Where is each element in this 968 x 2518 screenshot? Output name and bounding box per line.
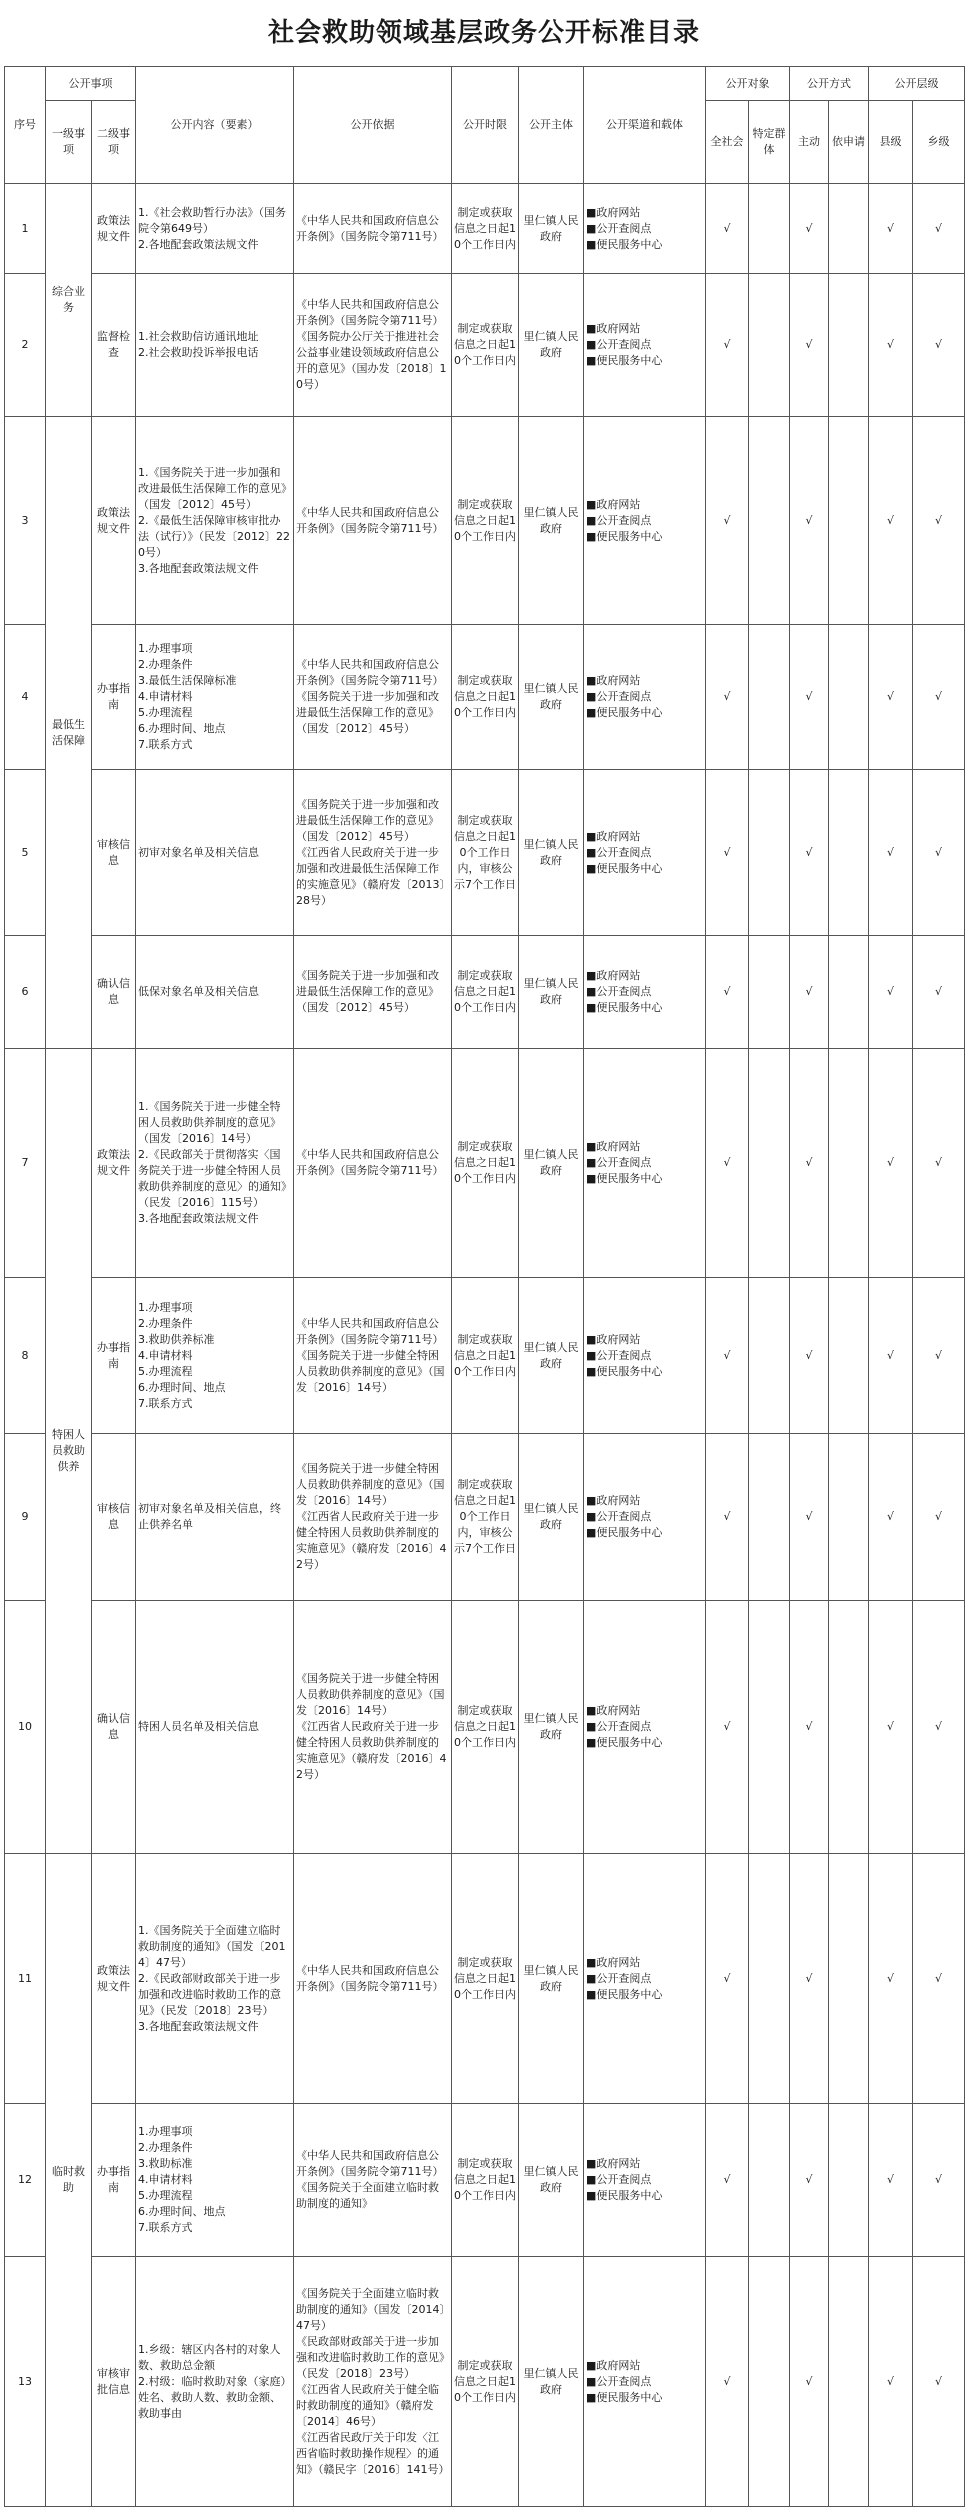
cell-target-specific	[749, 1049, 790, 1278]
cell-level2: 审核审批信息	[92, 2257, 136, 2507]
cell-layer-town: √	[913, 1854, 965, 2104]
cell-subject: 里仁镇人民政府	[519, 2104, 584, 2257]
cell-level2: 政策法规文件	[92, 417, 136, 625]
cell-method-request	[829, 1601, 869, 1854]
table-row	[5, 1049, 965, 1278]
cell-content: 1.《国务院关于进一步加强和改进最低生活保障工作的意见》（国发〔2012〕45号） 2.《最低生活保障审核审批办法（试行）》（民发〔2012〕220号） 3.各地配套政策法规文件	[136, 417, 294, 625]
cell-layer-town: √	[913, 625, 965, 770]
table-row	[5, 274, 965, 417]
cell-subject: 里仁镇人民政府	[519, 2257, 584, 2507]
header-content: 公开内容（要素）	[136, 67, 294, 184]
cell-method-request	[829, 625, 869, 770]
cell-method-active: √	[790, 184, 829, 274]
cell-layer-town: √	[913, 2257, 965, 2507]
cell-deadline: 制定或获取信息之日起10个工作日内	[452, 2104, 519, 2257]
cell-method-request	[829, 1434, 869, 1601]
cell-method-active: √	[790, 770, 829, 936]
cell-seq: 7	[5, 1049, 46, 1278]
cell-content: 初审对象名单及相关信息，终止供养名单	[136, 1434, 294, 1601]
cell-channel: ■政府网站 ■公开查阅点 ■便民服务中心	[584, 2257, 706, 2507]
header-target-specific: 特定群体	[749, 101, 790, 184]
header-seq: 序号	[5, 67, 46, 184]
cell-layer-town: √	[913, 1049, 965, 1278]
cell-basis: 《中华人民共和国政府信息公开条例》（国务院令第711号）	[294, 1049, 452, 1278]
cell-target-all: √	[706, 2104, 749, 2257]
cell-seq: 13	[5, 2257, 46, 2507]
cell-subject: 里仁镇人民政府	[519, 936, 584, 1049]
cell-method-active: √	[790, 625, 829, 770]
cell-method-request	[829, 274, 869, 417]
cell-method-request	[829, 2257, 869, 2507]
cell-level2: 审核信息	[92, 770, 136, 936]
cell-layer-county: √	[869, 417, 913, 625]
cell-basis: 《国务院关于进一步加强和改进最低生活保障工作的意见》（国发〔2012〕45号） 《江西省人民政府关于进一步加强和改进最低生活保障工作的实施意见》（赣府发〔2013〕28号）	[294, 770, 452, 936]
cell-method-request	[829, 1854, 869, 2104]
cell-subject: 里仁镇人民政府	[519, 1434, 584, 1601]
cell-layer-county: √	[869, 1049, 913, 1278]
cell-target-all: √	[706, 274, 749, 417]
cell-method-active: √	[790, 274, 829, 417]
cell-layer-county: √	[869, 2104, 913, 2257]
cell-target-specific	[749, 936, 790, 1049]
cell-method-request	[829, 1049, 869, 1278]
cell-level2: 审核信息	[92, 1434, 136, 1601]
cell-level2: 办事指南	[92, 625, 136, 770]
cell-deadline: 制定或获取信息之日起10个工作日内	[452, 417, 519, 625]
header-target-all: 全社会	[706, 101, 749, 184]
header-layer-county: 县级	[869, 101, 913, 184]
table-row	[5, 184, 965, 274]
cell-layer-town: √	[913, 274, 965, 417]
cell-target-specific	[749, 2257, 790, 2507]
cell-channel: ■政府网站 ■公开查阅点 ■便民服务中心	[584, 1854, 706, 2104]
cell-level2: 办事指南	[92, 1278, 136, 1434]
cell-target-specific	[749, 625, 790, 770]
header-target: 公开对象	[706, 67, 790, 101]
cell-layer-town: √	[913, 936, 965, 1049]
cell-target-all: √	[706, 936, 749, 1049]
header-matters: 公开事项	[46, 67, 136, 101]
cell-channel: ■政府网站 ■公开查阅点 ■便民服务中心	[584, 1278, 706, 1434]
cell-layer-town: √	[913, 184, 965, 274]
cell-deadline: 制定或获取信息之日起10个工作日内	[452, 1278, 519, 1434]
cell-target-all: √	[706, 2257, 749, 2507]
cell-basis: 《国务院关于进一步健全特困人员救助供养制度的意见》（国发〔2016〕14号） 《江西省人民政府关于进一步健全特困人员救助供养制度的实施意见》（赣府发〔2016〕42号）	[294, 1434, 452, 1601]
cell-subject: 里仁镇人民政府	[519, 1854, 584, 2104]
cell-level2: 监督检查	[92, 274, 136, 417]
cell-target-specific	[749, 274, 790, 417]
header-layer-town: 乡级	[913, 101, 965, 184]
cell-seq: 10	[5, 1601, 46, 1854]
cell-seq: 3	[5, 417, 46, 625]
cell-basis: 《中华人民共和国政府信息公开条例》（国务院令第711号） 《国务院办公厅关于推进社会公益事业建设领域政府信息公开的意见》（国办发〔2018〕10号）	[294, 274, 452, 417]
cell-channel: ■政府网站 ■公开查阅点 ■便民服务中心	[584, 2104, 706, 2257]
cell-seq: 12	[5, 2104, 46, 2257]
cell-layer-county: √	[869, 1434, 913, 1601]
cell-basis: 《国务院关于进一步加强和改进最低生活保障工作的意见》（国发〔2012〕45号）	[294, 936, 452, 1049]
cell-method-active: √	[790, 1601, 829, 1854]
cell-layer-county: √	[869, 936, 913, 1049]
cell-layer-county: √	[869, 625, 913, 770]
cell-method-active: √	[790, 417, 829, 625]
cell-subject: 里仁镇人民政府	[519, 1601, 584, 1854]
cell-basis: 《中华人民共和国政府信息公开条例》（国务院令第711号）	[294, 417, 452, 625]
header-channel: 公开渠道和载体	[584, 67, 706, 184]
header-deadline: 公开时限	[452, 67, 519, 184]
table-row	[5, 2104, 965, 2257]
cell-basis: 《国务院关于进一步健全特困人员救助供养制度的意见》（国发〔2016〕14号） 《江西省人民政府关于进一步健全特困人员救助供养制度的实施意见》（赣府发〔2016〕42号）	[294, 1601, 452, 1854]
cell-seq: 5	[5, 770, 46, 936]
cell-content: 1.《国务院关于进一步健全特困人员救助供养制度的意见》（国发〔2016〕14号） 2.《民政部关于贯彻落实〈国务院关于进一步健全特困人员救助供养制度的意见〉的通知》（民发〔2016〕115号） 3.各地配套政策法规文件	[136, 1049, 294, 1278]
group-label: 临时救助	[46, 1854, 92, 2507]
cell-method-active: √	[790, 936, 829, 1049]
cell-channel: ■政府网站 ■公开查阅点 ■便民服务中心	[584, 184, 706, 274]
header-layer: 公开层级	[869, 67, 965, 101]
cell-deadline: 制定或获取信息之日起10个工作日内，审核公示7个工作日	[452, 770, 519, 936]
cell-target-all: √	[706, 1278, 749, 1434]
cell-seq: 6	[5, 936, 46, 1049]
group-label: 最低生活保障	[46, 417, 92, 1049]
cell-target-specific	[749, 1434, 790, 1601]
cell-channel: ■政府网站 ■公开查阅点 ■便民服务中心	[584, 1601, 706, 1854]
cell-layer-town: √	[913, 1601, 965, 1854]
cell-target-all: √	[706, 1854, 749, 2104]
cell-content: 1.办理事项 2.办理条件 3.救助供养标准 4.申请材料 5.办理流程 6.办理时间、地点 7.联系方式	[136, 1278, 294, 1434]
cell-target-all: √	[706, 1601, 749, 1854]
cell-method-active: √	[790, 1854, 829, 2104]
cell-deadline: 制定或获取信息之日起10个工作日内	[452, 2257, 519, 2507]
cell-target-specific	[749, 1601, 790, 1854]
group-label: 特困人员救助供养	[46, 1049, 92, 1854]
cell-seq: 4	[5, 625, 46, 770]
cell-seq: 11	[5, 1854, 46, 2104]
cell-seq: 1	[5, 184, 46, 274]
cell-channel: ■政府网站 ■公开查阅点 ■便民服务中心	[584, 1434, 706, 1601]
header-method-request: 依申请	[829, 101, 869, 184]
cell-target-specific	[749, 2104, 790, 2257]
cell-seq: 2	[5, 274, 46, 417]
cell-target-all: √	[706, 1434, 749, 1601]
cell-level2: 办事指南	[92, 2104, 136, 2257]
table-row	[5, 936, 965, 1049]
cell-deadline: 制定或获取信息之日起10个工作日内	[452, 274, 519, 417]
header-method: 公开方式	[790, 67, 869, 101]
table-row	[5, 1434, 965, 1601]
cell-layer-county: √	[869, 1854, 913, 2104]
table-row	[5, 1854, 965, 2104]
cell-target-specific	[749, 417, 790, 625]
cell-target-all: √	[706, 1049, 749, 1278]
cell-method-active: √	[790, 2257, 829, 2507]
cell-content: 特困人员名单及相关信息	[136, 1601, 294, 1854]
cell-layer-town: √	[913, 417, 965, 625]
cell-layer-town: √	[913, 2104, 965, 2257]
cell-subject: 里仁镇人民政府	[519, 1049, 584, 1278]
cell-layer-county: √	[869, 2257, 913, 2507]
cell-layer-town: √	[913, 1278, 965, 1434]
cell-level2: 政策法规文件	[92, 1049, 136, 1278]
cell-basis: 《中华人民共和国政府信息公开条例》（国务院令第711号） 《国务院关于全面建立临时救助制度的通知》	[294, 2104, 452, 2257]
cell-target-specific	[749, 1278, 790, 1434]
cell-layer-county: √	[869, 184, 913, 274]
cell-basis: 《国务院关于全面建立临时救助制度的通知》（国发〔2014〕47号） 《民政部财政部关于进一步加强和改进临时救助工作的意见》（民发〔2018〕23号） 《江西省人民政府关于健全临时救助制度的通知》（赣府发〔2014〕46号） 《江西省民政厅关于印发〈江西省临时救助操作规程〉的通知》（赣民字〔2016〕141号）	[294, 2257, 452, 2507]
cell-content: 1.《社会救助暂行办法》（国务院令第649号） 2.各地配套政策法规文件	[136, 184, 294, 274]
cell-subject: 里仁镇人民政府	[519, 1278, 584, 1434]
cell-subject: 里仁镇人民政府	[519, 184, 584, 274]
cell-content: 初审对象名单及相关信息	[136, 770, 294, 936]
cell-level2: 政策法规文件	[92, 184, 136, 274]
cell-channel: ■政府网站 ■公开查阅点 ■便民服务中心	[584, 936, 706, 1049]
table-row	[5, 1601, 965, 1854]
cell-target-all: √	[706, 417, 749, 625]
cell-method-active: √	[790, 1049, 829, 1278]
cell-seq: 9	[5, 1434, 46, 1601]
cell-method-active: √	[790, 2104, 829, 2257]
cell-target-specific	[749, 184, 790, 274]
cell-deadline: 制定或获取信息之日起10个工作日内	[452, 1601, 519, 1854]
header-level2: 二级事项	[92, 101, 136, 184]
cell-subject: 里仁镇人民政府	[519, 625, 584, 770]
group-label: 综合业务	[46, 184, 92, 417]
cell-target-specific	[749, 1854, 790, 2104]
header-level1: 一级事项	[46, 101, 92, 184]
table-row	[5, 1278, 965, 1434]
cell-content: 低保对象名单及相关信息	[136, 936, 294, 1049]
cell-level2: 政策法规文件	[92, 1854, 136, 2104]
cell-layer-county: √	[869, 1601, 913, 1854]
cell-method-request	[829, 1278, 869, 1434]
table-row	[5, 625, 965, 770]
cell-layer-town: √	[913, 1434, 965, 1601]
cell-method-active: √	[790, 1278, 829, 1434]
disclosure-table	[4, 66, 965, 2507]
header-basis: 公开依据	[294, 67, 452, 184]
cell-content: 1.乡级：辖区内各村的对象人数、救助总金额 2.村级：临时救助对象（家庭）姓名、救助人数、救助金额、救助事由	[136, 2257, 294, 2507]
cell-layer-town: √	[913, 770, 965, 936]
cell-deadline: 制定或获取信息之日起10个工作日内	[452, 936, 519, 1049]
cell-level2: 确认信息	[92, 936, 136, 1049]
cell-level2: 确认信息	[92, 1601, 136, 1854]
cell-basis: 《中华人民共和国政府信息公开条例》（国务院令第711号）	[294, 184, 452, 274]
cell-method-request	[829, 2104, 869, 2257]
cell-deadline: 制定或获取信息之日起10个工作日内，审核公示7个工作日	[452, 1434, 519, 1601]
cell-deadline: 制定或获取信息之日起10个工作日内	[452, 625, 519, 770]
cell-method-request	[829, 936, 869, 1049]
cell-method-active: √	[790, 1434, 829, 1601]
table-row	[5, 2257, 965, 2507]
cell-deadline: 制定或获取信息之日起10个工作日内	[452, 184, 519, 274]
cell-basis: 《中华人民共和国政府信息公开条例》（国务院令第711号） 《国务院关于进一步健全特困人员救助供养制度的意见》（国发〔2016〕14号）	[294, 1278, 452, 1434]
table-row	[5, 417, 965, 625]
cell-content: 1.《国务院关于全面建立临时救助制度的通知》（国发〔2014〕47号） 2.《民政部财政部关于进一步加强和改进临时救助工作的意见》（民发〔2018〕23号） 3.各地配套政策法规文件	[136, 1854, 294, 2104]
cell-basis: 《中华人民共和国政府信息公开条例》（国务院令第711号） 《国务院关于进一步加强和改进最低生活保障工作的意见》（国发〔2012〕45号）	[294, 625, 452, 770]
cell-deadline: 制定或获取信息之日起10个工作日内	[452, 1049, 519, 1278]
cell-channel: ■政府网站 ■公开查阅点 ■便民服务中心	[584, 274, 706, 417]
cell-channel: ■政府网站 ■公开查阅点 ■便民服务中心	[584, 1049, 706, 1278]
cell-seq: 8	[5, 1278, 46, 1434]
cell-content: 1.办理事项 2.办理条件 3.最低生活保障标准 4.申请材料 5.办理流程 6.办理时间、地点 7.联系方式	[136, 625, 294, 770]
cell-channel: ■政府网站 ■公开查阅点 ■便民服务中心	[584, 625, 706, 770]
cell-layer-county: √	[869, 274, 913, 417]
cell-subject: 里仁镇人民政府	[519, 274, 584, 417]
cell-layer-county: √	[869, 1278, 913, 1434]
header-subject: 公开主体	[519, 67, 584, 184]
cell-subject: 里仁镇人民政府	[519, 770, 584, 936]
cell-target-all: √	[706, 770, 749, 936]
cell-target-all: √	[706, 625, 749, 770]
cell-layer-county: √	[869, 770, 913, 936]
cell-target-specific	[749, 770, 790, 936]
header-method-active: 主动	[790, 101, 829, 184]
cell-content: 1.社会救助信访通讯地址 2.社会救助投诉举报电话	[136, 274, 294, 417]
cell-content: 1.办理事项 2.办理条件 3.救助标准 4.申请材料 5.办理流程 6.办理时间、地点 7.联系方式	[136, 2104, 294, 2257]
cell-channel: ■政府网站 ■公开查阅点 ■便民服务中心	[584, 417, 706, 625]
cell-method-request	[829, 417, 869, 625]
cell-deadline: 制定或获取信息之日起10个工作日内	[452, 1854, 519, 2104]
page-title: 社会救助领域基层政务公开标准目录	[267, 18, 700, 48]
cell-method-request	[829, 770, 869, 936]
cell-basis: 《中华人民共和国政府信息公开条例》（国务院令第711号）	[294, 1854, 452, 2104]
cell-method-request	[829, 184, 869, 274]
table-row	[5, 770, 965, 936]
cell-channel: ■政府网站 ■公开查阅点 ■便民服务中心	[584, 770, 706, 936]
cell-target-all: √	[706, 184, 749, 274]
cell-subject: 里仁镇人民政府	[519, 417, 584, 625]
